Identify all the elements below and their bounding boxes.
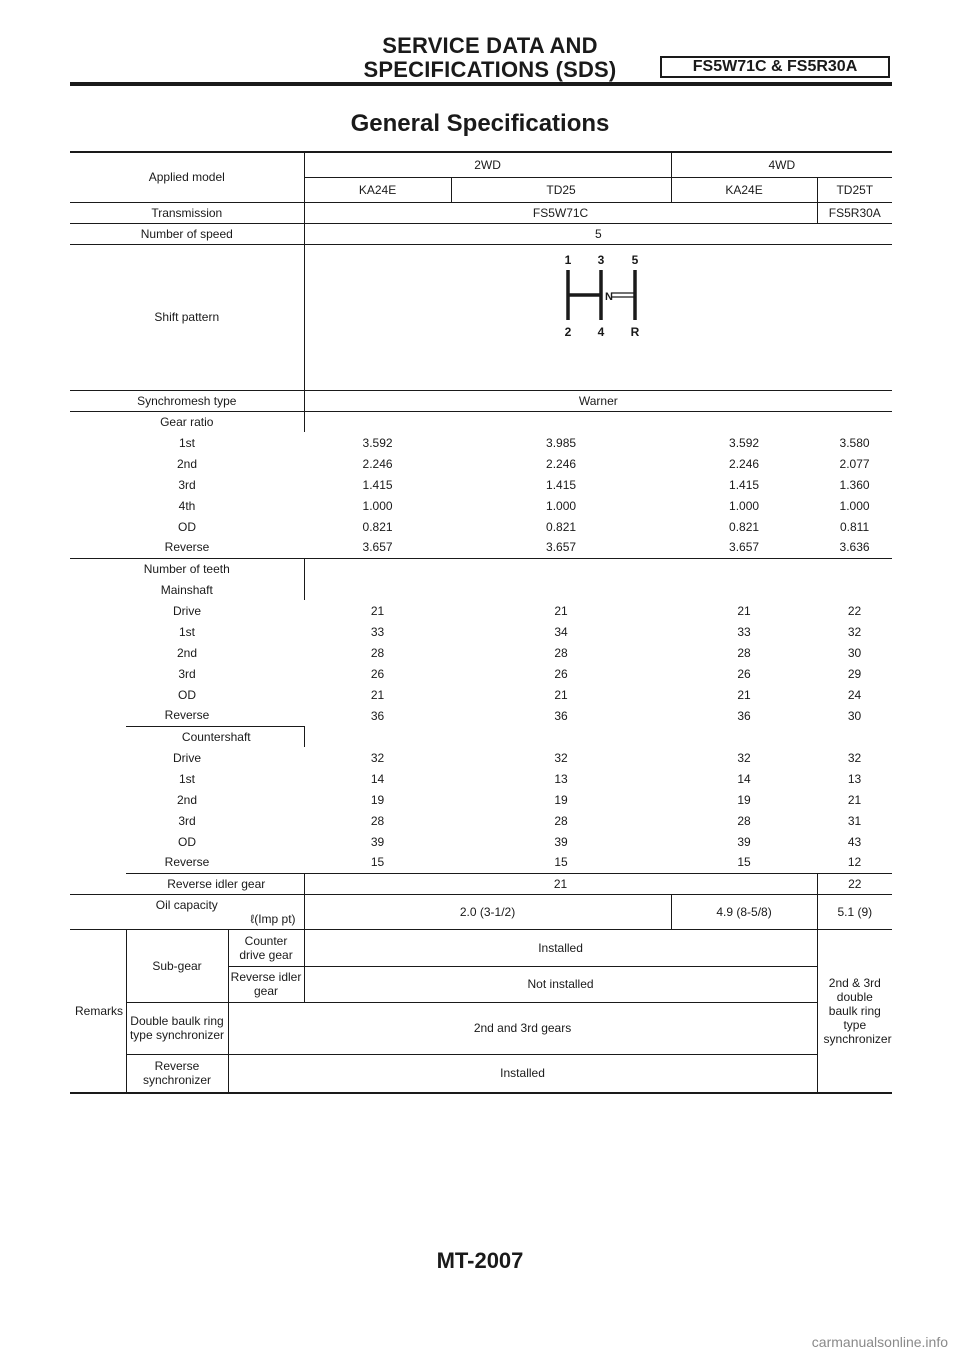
table-cell: 32	[554, 750, 568, 765]
table-cell: 14	[370, 771, 385, 786]
table-cell: 21	[554, 687, 568, 702]
shift-label-4: 4	[597, 324, 605, 339]
speed-label: Number of speed	[70, 223, 304, 244]
shift-label-3: 3	[597, 252, 605, 267]
mainshaft-2nd-label: 2nd	[177, 645, 198, 660]
table-cell: 28	[737, 645, 751, 660]
table-cell: 21	[370, 603, 385, 618]
transmission-2wd: FS5W71C	[304, 202, 817, 223]
gear-ratio-2nd-label: 2nd	[177, 456, 198, 471]
section-title: General Specifications	[350, 110, 610, 137]
table-row	[70, 852, 892, 873]
speed-row	[70, 223, 892, 244]
table-cell: 3.636	[839, 540, 870, 555]
gear-ratio-od-label: OD	[178, 519, 197, 534]
table-cell: 30	[847, 708, 862, 723]
table-cell: 21	[737, 687, 751, 702]
table-cell: 30	[847, 645, 862, 660]
teeth-header-row	[70, 558, 892, 579]
header-title-line1: SERVICE DATA AND	[382, 33, 598, 58]
table-cell: 21	[847, 792, 862, 807]
model-badge: FS5W71C & FS5R30A	[660, 56, 890, 78]
table-cell: 33	[737, 624, 751, 639]
mainshaft-3rd-label: 3rd	[178, 666, 196, 681]
watermark-link[interactable]: carmanualsonline.info	[811, 1334, 948, 1350]
table-cell: 39	[554, 834, 568, 849]
remarks-row-double-baulk	[70, 1002, 892, 1054]
table-row	[70, 684, 892, 705]
table-cell: 1.415	[362, 477, 393, 492]
shift-label-r: R	[630, 324, 640, 339]
table-cell: 2.246	[546, 456, 577, 471]
table-row	[70, 537, 892, 558]
transmission-4wd: FS5R30A	[817, 202, 892, 223]
table-cell: 43	[847, 834, 862, 849]
countershaft-1st-label: 1st	[179, 771, 196, 786]
reverse-sync-label: Reverse synchronizer	[126, 1054, 228, 1093]
table-row	[70, 705, 892, 726]
speed-value: 5	[304, 223, 892, 244]
synchromesh-label: Synchromesh type	[70, 390, 304, 411]
table-cell: 3.657	[362, 540, 393, 555]
document-header-title	[340, 34, 640, 82]
oil-capacity-4wd-td25t: 5.1 (9)	[817, 894, 892, 929]
oil-capacity-4wd-ka24e: 4.9 (8-5/8)	[671, 894, 817, 929]
table-row	[70, 768, 892, 789]
table-row	[70, 495, 892, 516]
table-cell: 1.000	[362, 498, 393, 513]
table-cell: 1.360	[839, 477, 870, 492]
counter-drive-gear-value: Installed	[304, 929, 817, 966]
oil-capacity-label-cell	[70, 894, 304, 929]
counter-drive-gear-label: Counter drive gear	[228, 929, 304, 966]
countershaft-od-label: OD	[178, 834, 197, 849]
general-specifications-table	[70, 151, 892, 1094]
table-cell: 36	[370, 708, 385, 723]
mainshaft-od-label: OD	[178, 687, 197, 702]
table-cell: 0.811	[839, 519, 870, 534]
table-cell: 29	[847, 666, 862, 681]
oil-capacity-label: Oil capacity	[155, 897, 218, 912]
reverse-idler-label: Reverse idler gear	[126, 873, 304, 894]
td25t-remark: 2nd & 3rd double baulk ring type synchronizer	[817, 929, 892, 1093]
shift-pattern-cell	[304, 244, 892, 390]
table-cell: 12	[847, 855, 862, 870]
synchromesh-value: Warner	[304, 390, 892, 411]
shift-label-n: N	[605, 290, 614, 303]
table-cell: 39	[737, 834, 751, 849]
gear-ratio-1st-label: 1st	[179, 435, 196, 450]
oil-capacity-row	[70, 894, 892, 929]
reverse-idler-gear-label: Reverse idler gear	[228, 966, 304, 1002]
table-cell: 2.246	[362, 456, 393, 471]
mainshaft-drive-label: Drive	[173, 603, 202, 618]
shift-pattern-row	[70, 244, 892, 390]
table-cell: 19	[370, 792, 385, 807]
table-cell: 1.000	[546, 498, 577, 513]
group-2wd: 2WD	[304, 152, 671, 177]
table-cell: 19	[737, 792, 751, 807]
table-row	[70, 432, 892, 453]
table-cell: 0.821	[546, 519, 577, 534]
table-cell: 15	[737, 855, 751, 870]
table-cell: 32	[370, 750, 385, 765]
countershaft-2nd-label: 2nd	[177, 792, 198, 807]
table-cell: 26	[554, 666, 568, 681]
gear-ratio-header-row	[70, 411, 892, 432]
table-cell: 21	[737, 603, 751, 618]
applied-model-label: Applied model	[70, 152, 304, 202]
synchromesh-row	[70, 390, 892, 411]
table-cell: 1.000	[839, 498, 870, 513]
table-row	[70, 453, 892, 474]
remarks-label: Remarks	[70, 929, 126, 1093]
table-cell: 0.821	[729, 519, 760, 534]
gear-ratio-label: Gear ratio	[70, 411, 304, 432]
table-cell: 28	[370, 813, 385, 828]
reverse-sync-value: Installed	[228, 1054, 817, 1093]
shift-pattern-label: Shift pattern	[70, 244, 304, 390]
table-cell: 0.821	[362, 519, 393, 534]
countershaft-header-row	[70, 726, 892, 747]
table-row	[70, 642, 892, 663]
countershaft-drive-label: Drive	[173, 750, 202, 765]
table-row	[70, 621, 892, 642]
table-cell: 3.592	[729, 435, 760, 450]
mainshaft-header-row	[70, 579, 892, 600]
table-row	[70, 516, 892, 537]
table-row	[70, 831, 892, 852]
countershaft-3rd-label: 3rd	[178, 813, 196, 828]
table-cell: 21	[370, 687, 385, 702]
table-cell: 15	[370, 855, 385, 870]
mainshaft-label: Mainshaft	[160, 582, 213, 597]
table-cell: 28	[737, 813, 751, 828]
reverse-idler-4wd: 22	[817, 873, 892, 894]
table-row	[70, 600, 892, 621]
table-cell: 3.580	[839, 435, 870, 450]
table-cell: 22	[847, 603, 862, 618]
transmission-row	[70, 202, 892, 223]
countershaft-label: Countershaft	[126, 726, 304, 747]
table-cell: 39	[370, 834, 385, 849]
table-cell: 3.592	[362, 435, 393, 450]
header-title-line2: SPECIFICATIONS (SDS)	[363, 57, 617, 82]
table-cell: 24	[847, 687, 862, 702]
model-4wd-ka24e: KA24E	[671, 177, 817, 202]
mainshaft-reverse-label: Reverse	[164, 708, 210, 723]
table-cell: 21	[554, 603, 568, 618]
table-cell: 2.246	[729, 456, 760, 471]
mainshaft-1st-label: 1st	[179, 624, 196, 639]
table-cell: 19	[554, 792, 568, 807]
table-cell: 32	[737, 750, 751, 765]
oil-capacity-2wd: 2.0 (3-1/2)	[304, 894, 671, 929]
oil-capacity-unit: ℓ(Imp pt)	[250, 911, 296, 926]
table-cell: 26	[370, 666, 385, 681]
table-row	[70, 789, 892, 810]
table-cell: 15	[554, 855, 568, 870]
table-cell: 1.000	[729, 498, 760, 513]
table-row	[70, 810, 892, 831]
group-4wd: 4WD	[671, 152, 892, 177]
table-cell: 13	[847, 771, 862, 786]
model-4wd-td25t: TD25T	[836, 182, 874, 197]
teeth-label: Number of teeth	[70, 558, 304, 579]
table-cell: 13	[554, 771, 568, 786]
table-cell: 36	[737, 708, 751, 723]
table-cell: 28	[554, 813, 568, 828]
gear-ratio-3rd-label: 3rd	[178, 477, 196, 492]
table-cell: 1.415	[546, 477, 577, 492]
shift-label-1: 1	[564, 252, 572, 267]
page-number: MT-2007	[436, 1248, 524, 1273]
gear-ratio-reverse-label: Reverse	[164, 540, 210, 555]
table-row	[70, 747, 892, 768]
remarks-row-counter-drive	[70, 929, 892, 966]
header-rule	[70, 82, 892, 86]
table-cell: 3.985	[546, 435, 577, 450]
shift-pattern-diagram-icon	[553, 250, 643, 342]
table-cell: 28	[554, 645, 568, 660]
table-cell: 2.077	[839, 456, 870, 471]
table-cell: 28	[370, 645, 385, 660]
table-row	[70, 663, 892, 684]
double-baulk-value: 2nd and 3rd gears	[228, 1002, 817, 1054]
table-cell: 31	[847, 813, 862, 828]
table-cell: 36	[554, 708, 568, 723]
remarks-row-reverse-sync	[70, 1054, 892, 1093]
model-2wd-ka24e: KA24E	[304, 177, 451, 202]
table-cell: 26	[737, 666, 751, 681]
table-cell: 14	[737, 771, 751, 786]
shift-label-5: 5	[631, 252, 639, 267]
countershaft-reverse-label: Reverse	[164, 855, 210, 870]
applied-model-row	[70, 152, 892, 177]
reverse-idler-row	[70, 873, 892, 894]
table-cell: 3.657	[729, 540, 760, 555]
reverse-idler-2wd: 21	[304, 873, 817, 894]
table-cell: 32	[847, 624, 862, 639]
table-cell: 32	[847, 750, 862, 765]
reverse-idler-gear-value: Not installed	[304, 966, 817, 1002]
shift-label-2: 2	[564, 324, 572, 339]
transmission-label: Transmission	[70, 202, 304, 223]
table-row	[70, 474, 892, 495]
double-baulk-label: Double baulk ring type synchronizer	[126, 1002, 228, 1054]
table-cell: 34	[554, 624, 568, 639]
gear-ratio-4th-label: 4th	[178, 498, 196, 513]
table-cell: 33	[370, 624, 385, 639]
sub-gear-label: Sub-gear	[126, 929, 228, 1002]
table-cell: 3.657	[546, 540, 577, 555]
table-cell: 1.415	[729, 477, 760, 492]
model-2wd-td25: TD25	[451, 177, 671, 202]
